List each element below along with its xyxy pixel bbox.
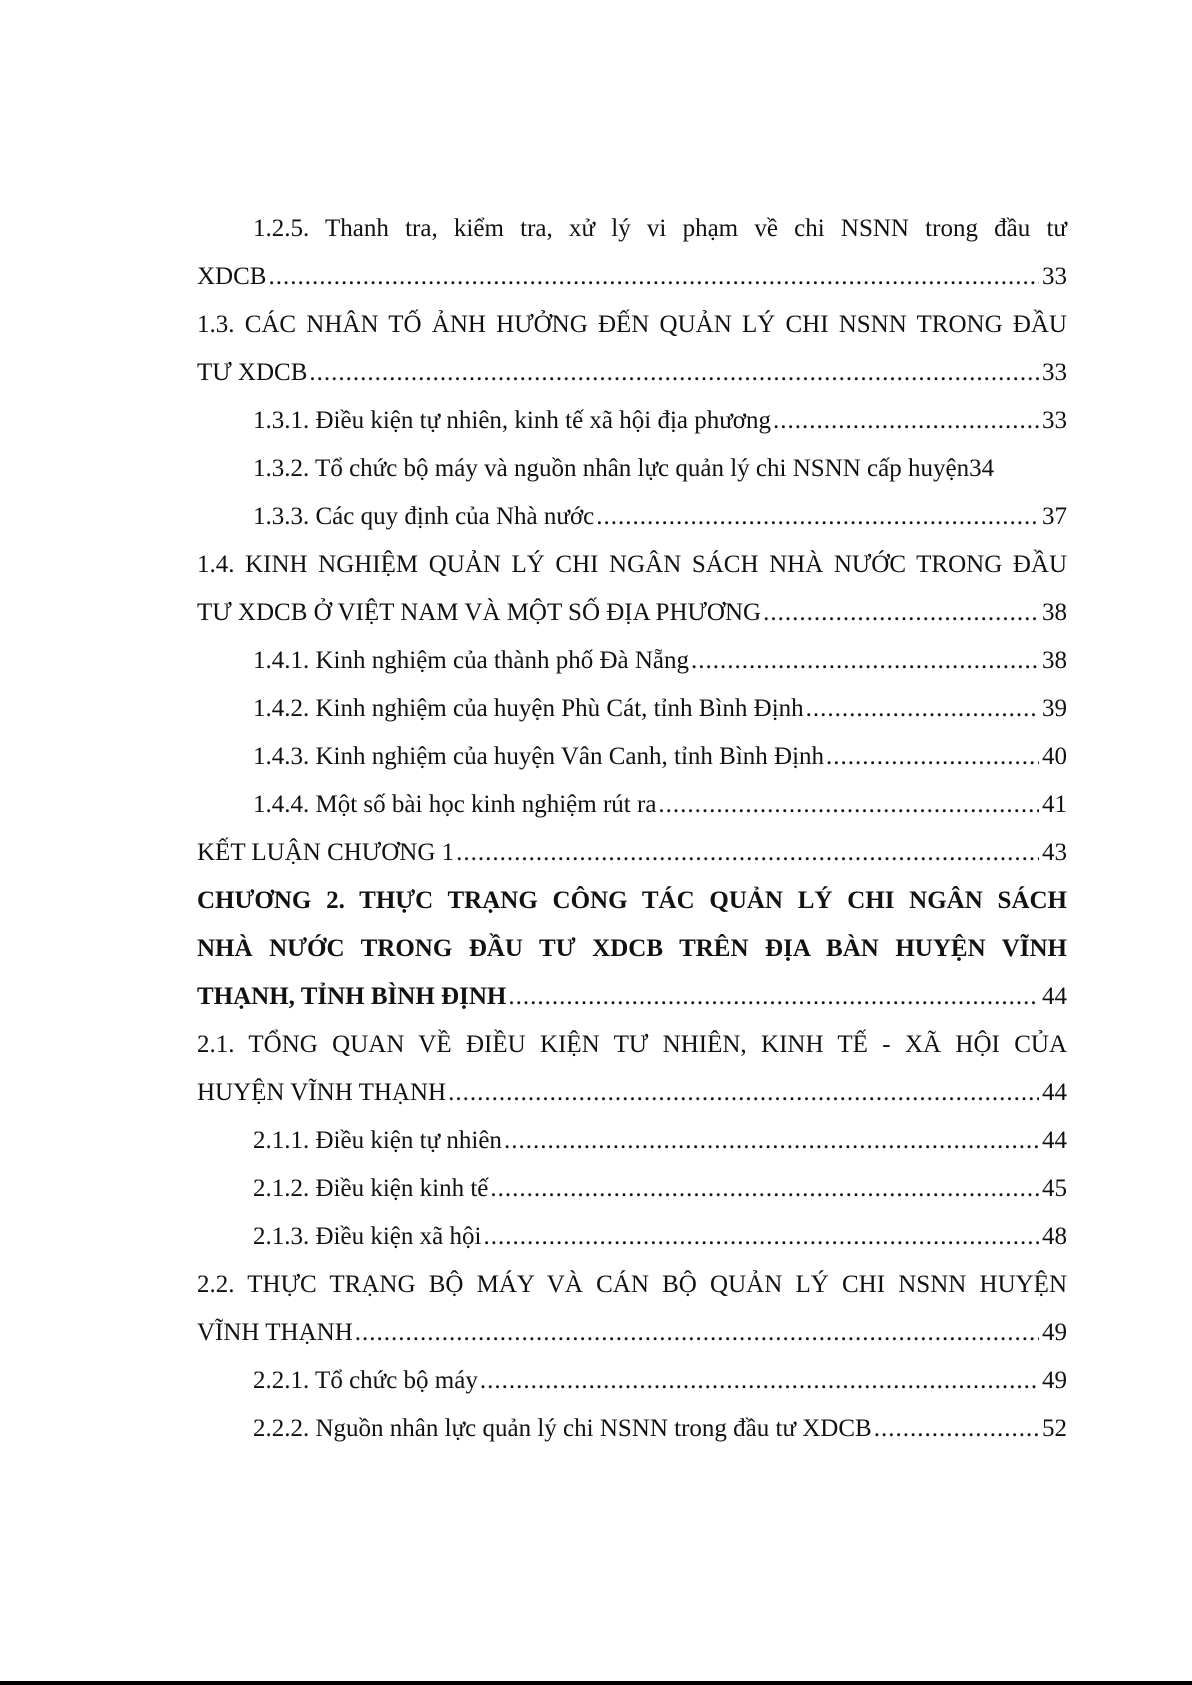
- toc-entry-2-1-1[interactable]: [197, 1117, 1067, 1165]
- toc-entry-line: CHƯƠNG 2. THỰC TRẠNG CÔNG TÁC QUẢN LÝ CHI NGÂN SÁCH: [197, 887, 1067, 914]
- page-bottom-edge: [0, 1681, 1192, 1685]
- toc-entry-title: 1.3.3. Các quy định của Nhà nước: [253, 503, 595, 530]
- toc-entry-1-4[interactable]: [197, 541, 1067, 637]
- page-number: 33: [1042, 359, 1067, 386]
- table-of-contents: [197, 205, 1067, 1453]
- dot-leader: [490, 1165, 1039, 1213]
- toc-entry-2-1[interactable]: [197, 1021, 1067, 1117]
- page-number: 33: [1042, 407, 1067, 434]
- page-number: 44: [1042, 1127, 1067, 1154]
- toc-entry-1-4-1[interactable]: [197, 637, 1067, 685]
- dot-leader: [483, 1213, 1039, 1261]
- toc-entry-line: 1.2.5. Thanh tra, kiểm tra, xử lý vi phạm về chi NSNN trong đầu tư: [253, 215, 1067, 242]
- page-number: 52: [1042, 1415, 1067, 1442]
- toc-entry-title: 2.1.3. Điều kiện xã hội: [253, 1223, 482, 1250]
- toc-entry-title: 2.1.1. Điều kiện tự nhiên: [253, 1127, 502, 1154]
- toc-entry-line: HUYỆN VĨNH THẠNH: [197, 1079, 447, 1106]
- toc-entry-2-2-2[interactable]: [197, 1405, 1067, 1453]
- toc-entry-1-4-3[interactable]: [197, 733, 1067, 781]
- toc-entry-ket-luan-chuong-1[interactable]: [197, 829, 1067, 877]
- page-number: 33: [1042, 263, 1067, 290]
- page-number: 49: [1042, 1319, 1067, 1346]
- toc-entry-line: THẠNH, TỈNH BÌNH ĐỊNH: [197, 983, 507, 1010]
- dot-leader: [508, 973, 1039, 1021]
- page-number: 43: [1042, 839, 1067, 866]
- toc-entry-line: 2.1. TỔNG QUAN VỀ ĐIỀU KIỆN TƯ NHIÊN, KINH TẾ - XÃ HỘI CỦA: [197, 1031, 1067, 1058]
- dot-leader: [448, 1069, 1039, 1117]
- toc-entry-line: 2.2. THỰC TRẠNG BỘ MÁY VÀ CÁN BỘ QUẢN LÝ CHI NSNN HUYỆN: [197, 1271, 1067, 1298]
- page-number: 44: [1042, 983, 1067, 1010]
- dot-leader: [504, 1117, 1039, 1165]
- dot-leader: [826, 733, 1039, 781]
- dot-leader: [456, 829, 1039, 877]
- page-number: 40: [1042, 743, 1067, 770]
- toc-entry-1-3-1[interactable]: [197, 397, 1067, 445]
- page-number: 41: [1042, 791, 1067, 818]
- page-number: 37: [1042, 503, 1067, 530]
- dot-leader: [309, 349, 1039, 397]
- page-number: 39: [1042, 695, 1067, 722]
- toc-entry-line: VĨNH THẠNH: [197, 1319, 353, 1346]
- toc-entry-title: 1.3.1. Điều kiện tự nhiên, kinh tế xã hội địa phương: [253, 407, 772, 434]
- page-number: 49: [1042, 1367, 1067, 1394]
- toc-entry-title: 1.3.2. Tổ chức bộ máy và nguồn nhân lực quản lý chi NSNN cấp huyện: [253, 455, 970, 482]
- toc-entry-title: KẾT LUẬN CHƯƠNG 1: [197, 839, 455, 866]
- toc-entry-1-3-3[interactable]: [197, 493, 1067, 541]
- page-number: 38: [1042, 647, 1067, 674]
- dot-leader: [773, 397, 1039, 445]
- page-number: 44: [1042, 1079, 1067, 1106]
- toc-entry-chuong-2[interactable]: [197, 877, 1067, 1021]
- toc-entry-1-3-2[interactable]: [197, 445, 1067, 493]
- dot-leader: [874, 1405, 1039, 1453]
- dot-leader: [763, 589, 1039, 637]
- dot-leader: [691, 637, 1039, 685]
- toc-entry-1-3[interactable]: [197, 301, 1067, 397]
- dot-leader: [596, 493, 1039, 541]
- toc-entry-2-2[interactable]: [197, 1261, 1067, 1357]
- toc-entry-line: XDCB: [197, 263, 267, 290]
- dot-leader: [806, 685, 1039, 733]
- toc-entry-line: NHÀ NƯỚC TRONG ĐẦU TƯ XDCB TRÊN ĐỊA BÀN HUYỆN VĨNH: [197, 935, 1067, 962]
- toc-entry-title: 2.2.1. Tổ chức bộ máy: [253, 1367, 478, 1394]
- toc-entry-2-1-2[interactable]: [197, 1165, 1067, 1213]
- dot-leader: [355, 1309, 1039, 1357]
- dot-leader: [268, 253, 1039, 301]
- toc-entry-1-4-4[interactable]: [197, 781, 1067, 829]
- toc-entry-1-2-5[interactable]: [197, 205, 1067, 301]
- page-number: 45: [1042, 1175, 1067, 1202]
- page-number: 34: [969, 455, 995, 482]
- dot-leader: [658, 781, 1039, 829]
- toc-entry-title: 2.1.2. Điều kiện kinh tế: [253, 1175, 489, 1202]
- toc-entry-title: 1.4.1. Kinh nghiệm của thành phố Đà Nẵng: [253, 647, 690, 674]
- toc-entry-line: TƯ XDCB Ở VIỆT NAM VÀ MỘT SỐ ĐỊA PHƯƠNG: [197, 599, 762, 626]
- page-number: 48: [1042, 1223, 1067, 1250]
- toc-entry-title: 1.4.2. Kinh nghiệm của huyện Phù Cát, tỉnh Bình Định: [253, 695, 804, 722]
- toc-entry-line: 1.4. KINH NGHIỆM QUẢN LÝ CHI NGÂN SÁCH NHÀ NƯỚC TRONG ĐẦU: [197, 551, 1067, 578]
- toc-entry-1-4-2[interactable]: [197, 685, 1067, 733]
- toc-entry-title: 1.4.3. Kinh nghiệm của huyện Vân Canh, tỉnh Bình Định: [253, 743, 825, 770]
- page-number: 38: [1042, 599, 1067, 626]
- toc-entry-line: TƯ XDCB: [197, 359, 308, 386]
- toc-entry-2-1-3[interactable]: [197, 1213, 1067, 1261]
- toc-entry-title: 2.2.2. Nguồn nhân lực quản lý chi NSNN trong đầu tư XDCB: [253, 1415, 872, 1442]
- toc-entry-2-2-1[interactable]: [197, 1357, 1067, 1405]
- toc-entry-line: 1.3. CÁC NHÂN TỐ ẢNH HƯỞNG ĐẾN QUẢN LÝ CHI NSNN TRONG ĐẦU: [197, 311, 1067, 338]
- dot-leader: [480, 1357, 1039, 1405]
- toc-entry-title: 1.4.4. Một số bài học kinh nghiệm rút ra: [253, 791, 657, 818]
